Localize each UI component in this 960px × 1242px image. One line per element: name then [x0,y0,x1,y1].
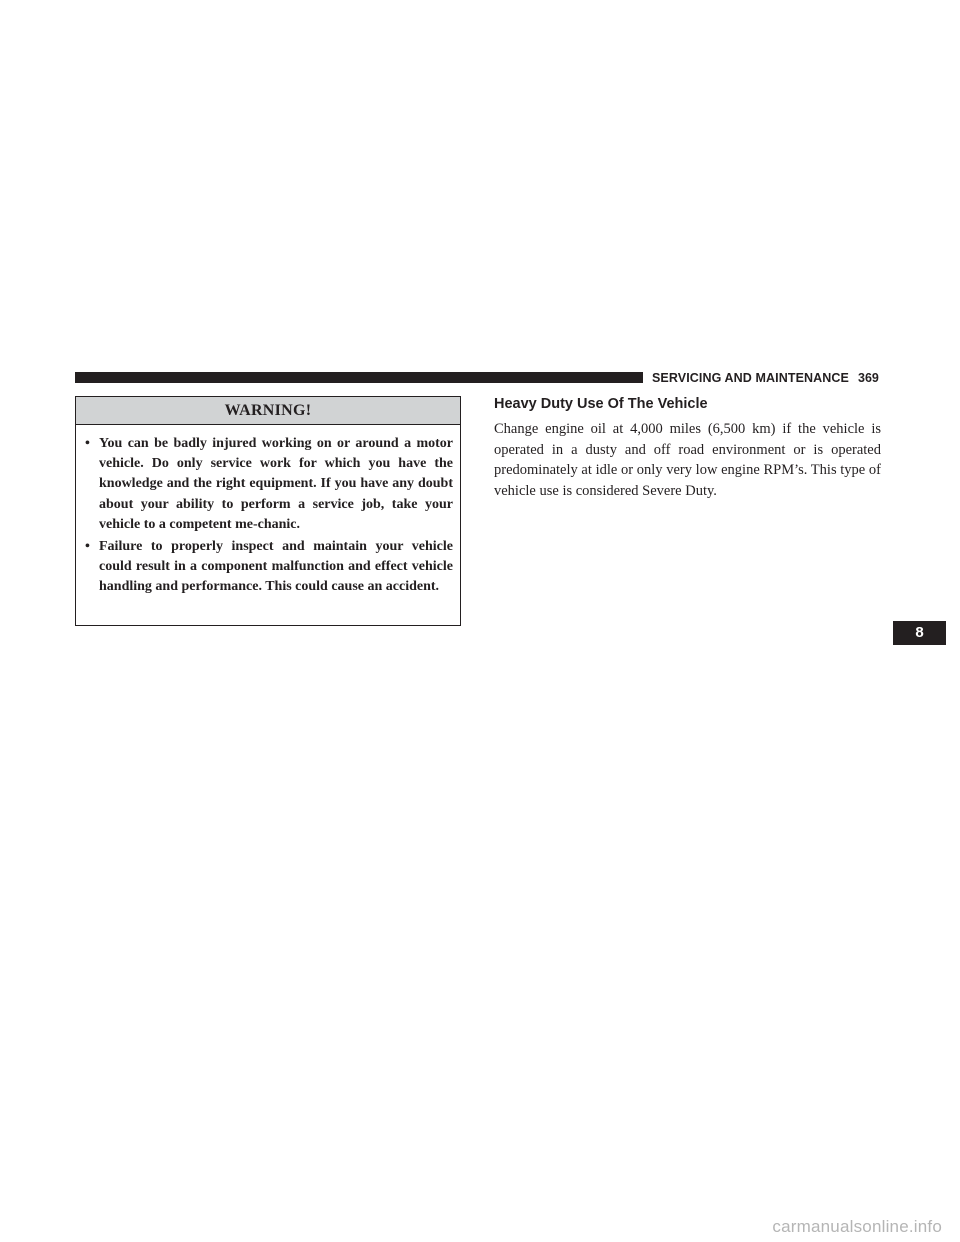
running-header-title: SERVICING AND MAINTENANCE [652,371,849,385]
warning-title: WARNING! [76,397,460,425]
header-rule [75,372,643,383]
warning-item-text: You can be badly injured working on or around a motor vehicle. Do only service work for which you have the knowledge and the right equipment. If you have any doubt about your ability to perform a service job, take your vehicle to a competent me-chanic. [99,436,453,532]
warning-list [76,425,460,598]
warning-item-text: Failure to properly inspect and maintain your vehicle could result in a component malfunction and effect vehicle handling and performance. This could cause an accident. [99,539,453,595]
section-body: Change engine oil at 4,000 miles (6,500 km) if the vehicle is operated in a dusty and off road environment or is operated predominately at idle or only very low engine RPM’s. This type of vehicle use is considered Severe Duty. [494,421,881,499]
page-number: 369 [858,371,879,385]
section-heading: Heavy Duty Use Of The Vehicle [494,396,708,412]
warning-item [85,434,453,535]
bullet-icon: • [85,539,90,555]
warning-box [75,396,461,626]
watermark: carmanualsonline.info [772,1217,942,1236]
bullet-icon: • [85,436,90,451]
chapter-tab: 8 [893,621,946,645]
warning-item [85,537,453,598]
